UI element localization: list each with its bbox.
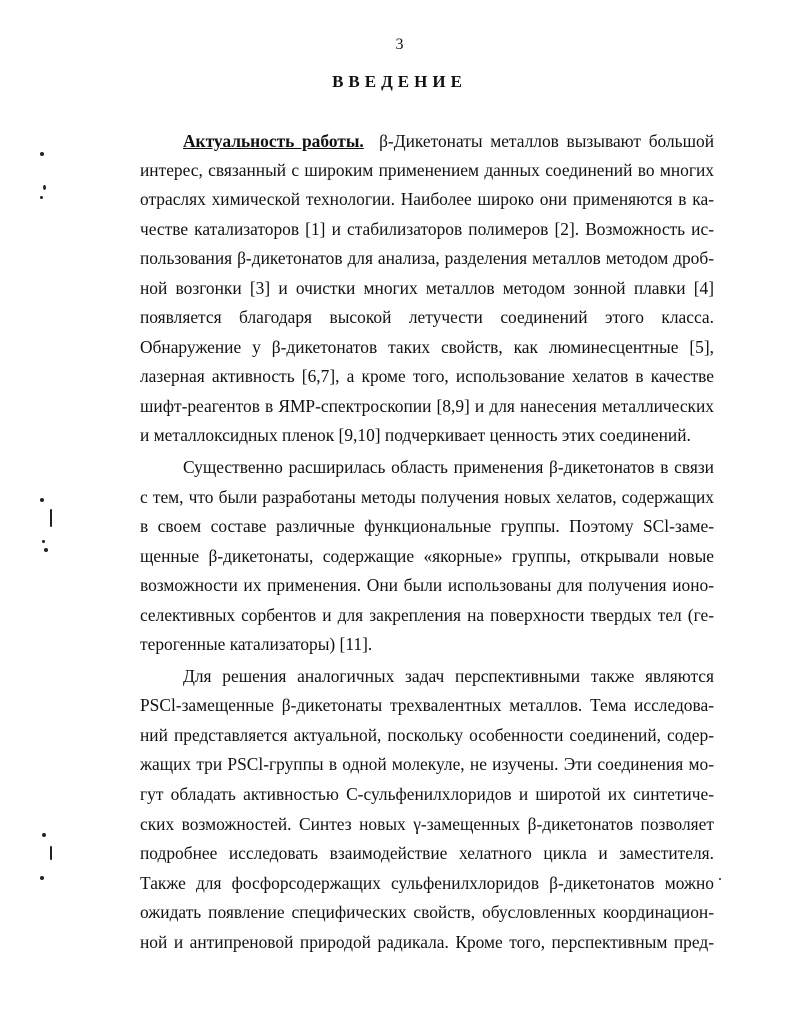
page-number: 3 (395, 36, 404, 53)
scan-mark (43, 185, 46, 190)
paragraph-line: ной и антипреновой природой радикала. Кроме того, перспективным пред- (140, 932, 714, 952)
paragraph-line: жащих три PSCl-группы в одной молекуле, не изучены. Эти соединения мо- (140, 754, 714, 774)
paragraph-line: интерес, связанный с широким применением данных соединений во многих (140, 160, 714, 180)
paragraph-line: в своем составе различные функциональные группы. Поэтому SCl-заме- (140, 516, 714, 536)
scan-mark (42, 833, 46, 837)
paragraph-line: ний представляется актуальной, поскольку особенности соединений, содер- (140, 725, 714, 745)
paragraph-line: ной возгонки [3] и очистки многих металлов методом зонной плавки [4] (140, 278, 714, 298)
paragraph-line: ожидать появление специфических свойств, обусловленных координацион- (140, 902, 714, 922)
scan-mark (40, 152, 44, 156)
scan-mark (40, 876, 44, 880)
paragraph-line: Для решения аналогичных задач перспективными также являются (183, 666, 714, 686)
paragraph-line: отраслях химической технологии. Наиболее широко они применяются в ка- (140, 189, 714, 209)
scan-mark (44, 548, 48, 552)
page-title: ВВЕДЕНИЕ (332, 72, 467, 91)
section-heading: Актуальность работы. (183, 131, 364, 151)
paragraph-line: шифт-реагентов в ЯМР-спектроскопии [8,9] и для нанесения металлических (140, 396, 714, 416)
scan-mark (50, 509, 52, 527)
paragraph-line: гут обладать активностью С-сульфенилхлоридов и широтой их синтетиче- (140, 784, 714, 804)
paragraph-line (183, 128, 714, 154)
paragraph-line: терогенные катализаторы) [11]. (140, 634, 373, 654)
line-text: β-Дикетонаты металлов вызывают большой (379, 131, 715, 151)
paragraph-line: подробнее исследовать взаимодействие хелатного цикла и заместителя. (140, 843, 714, 863)
paragraph-line: честве катализаторов [1] и стабилизаторов полимеров [2]. Возможность ис- (140, 219, 714, 239)
scan-mark (50, 846, 52, 860)
scan-mark (719, 878, 721, 880)
paragraph-line: щенные β-дикетонаты, содержащие «якорные» группы, открывали новые (140, 546, 714, 566)
paragraph-line: селективных сорбентов и для закрепления на поверхности твердых тел (ге- (140, 605, 714, 625)
paragraph-line: и металлоксидных пленок [9,10] подчеркивает ценность этих соединений. (140, 425, 691, 445)
paragraph-line: с тем, что были разработаны методы получения новых хелатов, содержащих (140, 487, 714, 507)
paragraph-line: возможности их применения. Они были использованы для получения ионо- (140, 575, 714, 595)
paragraph-line: PSCl-замещенные β-дикетонаты трехвалентных металлов. Тема исследова- (140, 695, 714, 715)
paragraph-line: Обнаружение у β-дикетонатов таких свойств, как люминесцентные [5], (140, 337, 714, 357)
paragraph-line: Также для фосфорсодержащих сульфенилхлоридов β-дикетонатов можно (140, 873, 714, 893)
paragraph-line: появляется благодаря высокой летучести соединений этого класса. (140, 307, 714, 327)
paragraph-line: пользования β-дикетонатов для анализа, разделения металлов методом дроб- (140, 248, 714, 268)
scan-mark (40, 196, 43, 199)
scan-mark (40, 498, 44, 502)
paragraph-line: Существенно расширилась область применения β-дикетонатов в связи (183, 457, 714, 477)
paragraph-line: лазерная активность [6,7], а кроме того, использование хелатов в качестве (140, 366, 714, 386)
scan-mark (42, 540, 45, 543)
paragraph-line: ских возможностей. Синтез новых γ-замещенных β-дикетонатов позволяет (140, 814, 714, 834)
